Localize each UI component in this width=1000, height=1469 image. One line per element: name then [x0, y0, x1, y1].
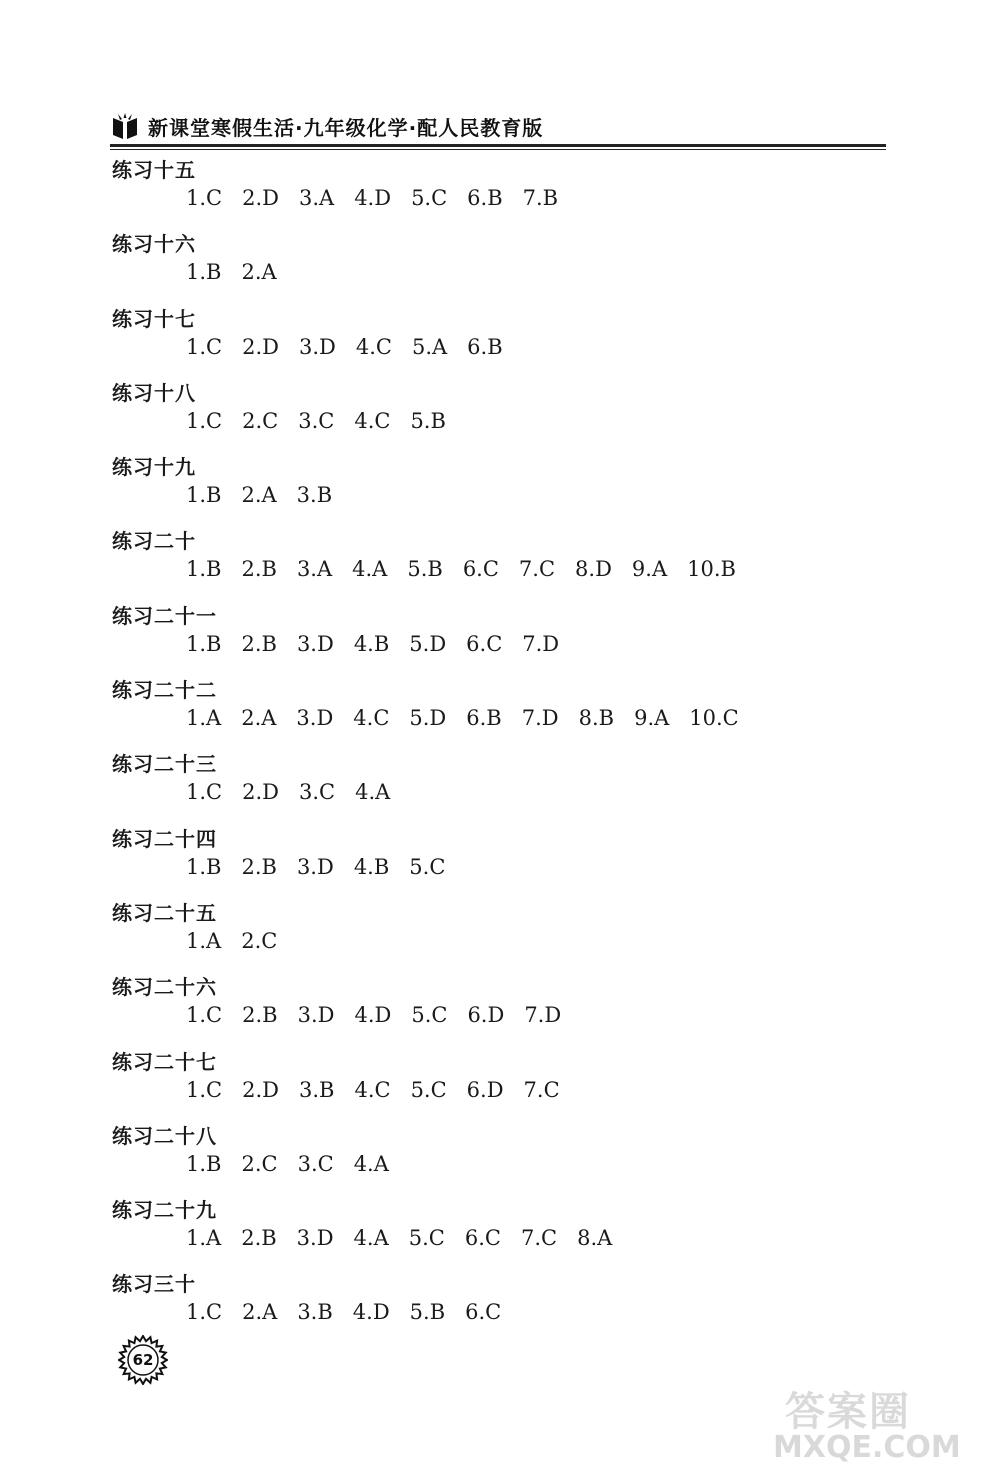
answer-item: 1.C [186, 408, 223, 433]
answer-item: 2.D [242, 334, 279, 359]
answer-row [186, 1152, 409, 1176]
answer-item: 5.C [410, 1077, 447, 1102]
answer-item: 5.C [411, 1003, 448, 1028]
answer-item: 2.A [241, 483, 277, 508]
answer-item: 5.B [409, 1300, 446, 1325]
answer-item: 2.A [241, 706, 277, 731]
answer-item: 2.B [241, 631, 277, 656]
exercise-section [112, 670, 872, 744]
answer-item: 5.C [409, 854, 446, 879]
page-header [110, 108, 886, 152]
answer-item: 3.D [296, 706, 334, 731]
answer-row [186, 260, 297, 284]
answer-item: 2.A [241, 260, 277, 285]
exercise-section [112, 1042, 872, 1116]
exercise-title: 练习二十八 [112, 1123, 217, 1148]
answer-item: 6.B [467, 186, 503, 210]
watermark [755, 1380, 995, 1466]
answer-item: 3.B [297, 1300, 333, 1325]
exercise-title: 练习十九 [112, 455, 196, 480]
exercise-section [112, 819, 872, 893]
answer-item: 7.B [522, 186, 559, 210]
answer-row [186, 855, 465, 879]
answer-row [186, 483, 352, 507]
exercise-section [112, 744, 872, 818]
answer-item: 2.B [241, 1226, 277, 1251]
answer-item: 6.B [467, 334, 503, 359]
answer-row [186, 1226, 632, 1250]
answer-row [186, 929, 297, 953]
exercise-title: 练习二十三 [112, 752, 217, 777]
answer-row [186, 557, 756, 581]
answer-item: 6.D [466, 1077, 504, 1102]
answer-row [186, 1300, 521, 1324]
exercise-title: 练习二十七 [112, 1049, 217, 1074]
exercise-title: 练习三十 [112, 1272, 196, 1297]
answer-item: 1.B [186, 631, 222, 656]
answer-item: 1.B [186, 260, 222, 285]
answer-item: 1.B [186, 483, 222, 508]
exercise-section [112, 596, 872, 670]
exercise-title: 练习十八 [112, 380, 196, 405]
answer-item: 7.D [522, 631, 560, 656]
exercise-section [112, 224, 872, 298]
answer-item: 6.D [467, 1003, 505, 1028]
answer-item: 2.B [242, 1003, 278, 1028]
answer-item: 1.C [186, 186, 223, 210]
answer-item: 4.B [353, 631, 390, 656]
exercise-section [112, 893, 872, 967]
answer-item: 5.C [411, 186, 448, 210]
exercise-title: 练习二十五 [112, 900, 217, 925]
exercise-title: 练习二十二 [112, 678, 217, 703]
answer-item: 3.C [297, 1151, 334, 1176]
exercise-section [112, 967, 872, 1041]
answer-item: 1.C [186, 1077, 223, 1102]
answer-item: 8.A [577, 1226, 613, 1251]
answer-item: 4.C [354, 408, 391, 433]
exercise-section [112, 521, 872, 595]
answer-item: 1.B [186, 854, 222, 879]
answer-item: 1.C [186, 1300, 223, 1325]
answer-item: 5.B [407, 557, 443, 582]
answer-item: 5.A [411, 334, 448, 359]
answer-item: 4.D [354, 1003, 392, 1028]
exercise-section [112, 373, 872, 447]
answer-row [186, 632, 579, 656]
answer-item: 2.D [242, 186, 279, 210]
answer-item: 1.A [186, 706, 222, 731]
answer-item: 2.A [242, 1300, 278, 1325]
answer-item: 4.B [353, 854, 390, 879]
answer-item: 6.C [466, 631, 503, 656]
answer-item: 3.C [298, 780, 336, 805]
answer-item: 5.D [409, 631, 447, 656]
answer-item: 2.B [241, 557, 277, 582]
book-logo-icon [110, 112, 140, 142]
exercise-section [112, 1190, 872, 1264]
answer-item: 8.B [578, 706, 615, 731]
answer-item: 4.A [353, 1226, 389, 1251]
answer-item: 1.B [186, 1151, 222, 1176]
answer-item: 8.D [575, 557, 612, 582]
exercise-title: 练习二十 [112, 529, 196, 554]
exercise-title: 练习二十四 [112, 826, 217, 851]
answer-item: 1.A [186, 1226, 222, 1251]
answer-row [186, 409, 466, 433]
answer-item: 7.C [520, 1226, 558, 1251]
answer-item: 2.D [242, 780, 279, 805]
header-title: 新课堂寒假生活·九年级化学·配人民教育版 [148, 116, 544, 140]
exercise-title: 练习十七 [112, 306, 196, 331]
answer-row [186, 1003, 581, 1027]
answer-item: 3.B [298, 1077, 335, 1102]
answer-item: 4.A [355, 780, 391, 805]
answer-item: 3.A [298, 186, 335, 210]
answer-row [186, 335, 523, 359]
answer-item: 2.D [242, 1077, 279, 1102]
exercise-title: 练习十五 [112, 158, 196, 182]
exercise-section [112, 299, 872, 373]
answer-item: 4.C [355, 334, 392, 359]
answer-item: 1.C [186, 1003, 223, 1028]
answer-item: 4.C [353, 706, 390, 731]
answer-item: 5.D [409, 706, 447, 731]
answer-item: 3.D [296, 1226, 334, 1251]
answer-item: 3.D [297, 1003, 335, 1028]
header-rule [110, 144, 886, 147]
exercise-section [112, 150, 872, 224]
answer-list [112, 150, 872, 1339]
answer-row [186, 780, 410, 804]
exercise-title: 练习二十六 [112, 975, 217, 1000]
answer-item: 4.A [353, 1151, 389, 1176]
page-number: 62 [132, 1351, 154, 1369]
answer-item: 6.C [464, 1226, 501, 1251]
exercise-title: 练习十六 [112, 232, 196, 257]
answer-item: 3.D [298, 334, 336, 359]
answer-item: 7.C [523, 1077, 560, 1102]
exercise-section [112, 447, 872, 521]
exercise-title: 练习二十九 [112, 1198, 217, 1223]
answer-item: 9.A [631, 557, 668, 582]
answer-item: 3.A [296, 557, 333, 582]
answer-item: 3.D [296, 854, 334, 879]
answer-item: 10.B [687, 557, 736, 582]
answer-item: 5.B [410, 408, 446, 433]
answer-item: 2.C [242, 408, 279, 433]
answer-item: 2.C [241, 928, 278, 953]
answer-item: 7.C [518, 557, 556, 582]
answer-item: 6.C [462, 557, 499, 582]
answer-item: 5.C [408, 1226, 445, 1251]
exercise-title: 练习二十一 [112, 603, 217, 628]
answer-item: 4.A [352, 557, 388, 582]
answer-row [186, 1078, 580, 1102]
answer-item: 4.D [352, 1300, 390, 1325]
exercise-section [112, 1116, 872, 1190]
answer-item: 1.C [186, 334, 223, 359]
answer-item: 3.D [296, 631, 334, 656]
answer-item: 3.B [296, 483, 333, 508]
answer-item: 1.A [186, 928, 222, 953]
answer-item: 10.C [689, 706, 739, 731]
page-number-badge [118, 1335, 168, 1385]
answer-item: 7.D [521, 706, 559, 731]
answer-row [186, 706, 759, 730]
answer-item: 7.D [524, 1003, 562, 1028]
exercise-section [112, 1264, 872, 1338]
answer-item: 3.C [298, 408, 335, 433]
answer-item: 4.D [354, 186, 392, 210]
watermark-cn: 答案圈 [785, 1389, 911, 1435]
answer-item: 6.B [466, 706, 502, 731]
answer-item: 2.B [241, 854, 277, 879]
answer-item: 4.C [354, 1077, 391, 1102]
watermark-en: MXQE.COM [773, 1430, 961, 1465]
answer-item: 9.A [634, 706, 670, 731]
answer-item: 1.C [186, 780, 223, 805]
answer-row [186, 186, 578, 210]
answer-item: 1.B [186, 557, 222, 582]
answer-item: 2.C [241, 1151, 278, 1176]
answer-item: 6.C [465, 1300, 502, 1325]
